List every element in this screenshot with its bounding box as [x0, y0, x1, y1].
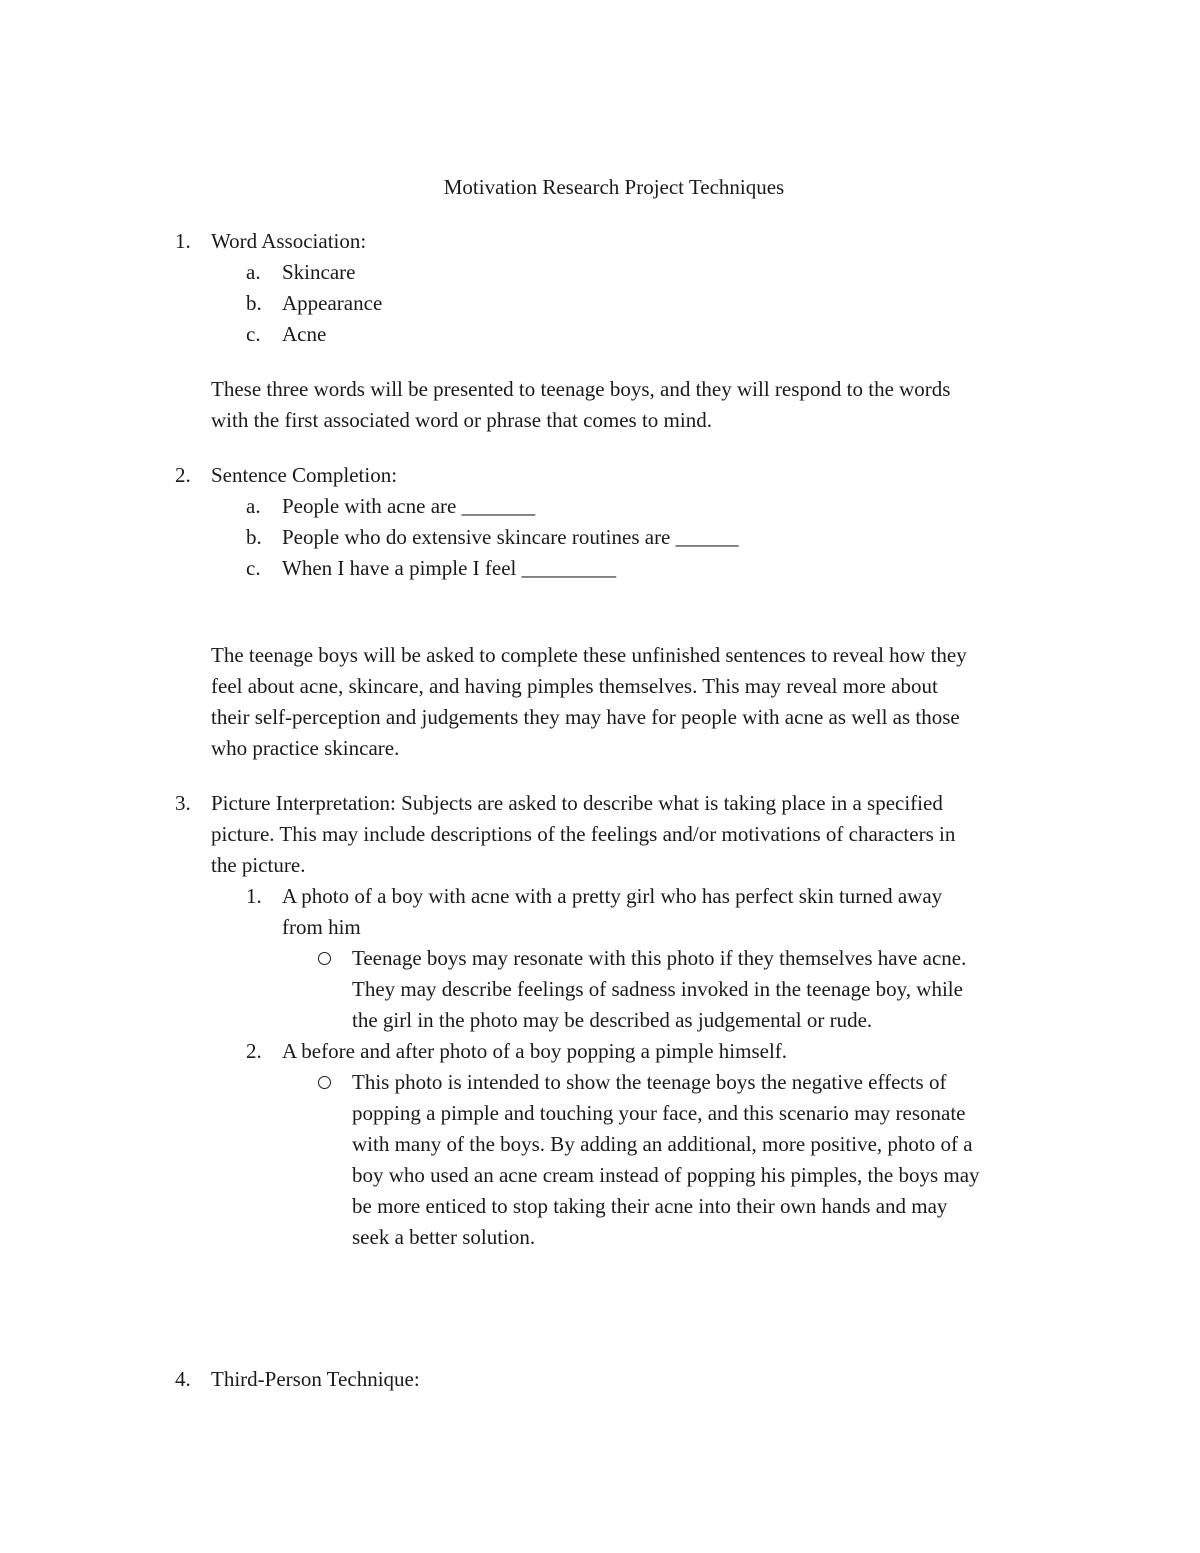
section-number: 1. [175, 229, 191, 253]
paragraph-line: feel about acne, skincare, and having pimples themselves. This may reveal more about [211, 674, 938, 698]
sub-item-line: the girl in the photo may be described as judgemental or rude. [352, 1008, 873, 1032]
list-item-marker: b. [246, 525, 262, 549]
section-heading: picture. This may include descriptions of the feelings and/or motivations of characters in [211, 822, 956, 846]
list-item-marker: c. [246, 556, 261, 580]
section-heading: Picture Interpretation: Subjects are asked to describe what is taking place in a specified [211, 791, 943, 815]
list-item-marker: b. [246, 291, 262, 315]
section-heading: the picture. [211, 853, 306, 877]
section-number: 2. [175, 463, 191, 487]
list-item-marker: 2. [246, 1039, 262, 1063]
section-heading: Word Association: [211, 229, 367, 253]
sub-item-line: This photo is intended to show the teenage boys the negative effects of [352, 1070, 947, 1094]
paragraph-line: their self-perception and judgements they may have for people with acne as well as those [211, 705, 960, 729]
document-title: Motivation Research Project Techniques [443, 175, 785, 199]
sub-item-line: popping a pimple and touching your face, and this scenario may resonate [352, 1101, 966, 1125]
list-item-marker: 1. [246, 884, 262, 908]
sub-item-line: boy who used an acne cream instead of popping his pimples, the boys may [352, 1163, 980, 1187]
bullet-circle-icon [318, 1076, 331, 1089]
paragraph-line: The teenage boys will be asked to complete these unfinished sentences to reveal how they [211, 643, 967, 667]
list-item: from him [282, 915, 361, 939]
list-item: Skincare [282, 260, 356, 284]
list-item-marker: a. [246, 260, 261, 284]
list-item: When I have a pimple I feel _________ [282, 556, 617, 580]
sub-item-line: Teenage boys may resonate with this photo if they themselves have acne. [352, 946, 967, 970]
section-number: 4. [175, 1367, 191, 1391]
list-item: A before and after photo of a boy popping a pimple himself. [282, 1039, 788, 1063]
list-item-marker: c. [246, 322, 261, 346]
paragraph-line: who practice skincare. [211, 736, 400, 760]
sub-item-line: seek a better solution. [352, 1225, 536, 1249]
sub-item-line: with many of the boys. By adding an additional, more positive, photo of a [352, 1132, 973, 1156]
section-heading: Sentence Completion: [211, 463, 398, 487]
list-item: Acne [282, 322, 327, 346]
list-item-marker: a. [246, 494, 261, 518]
list-item: Appearance [282, 291, 383, 315]
list-item: A photo of a boy with acne with a pretty girl who has perfect skin turned away [282, 884, 943, 908]
section-number: 3. [175, 791, 191, 815]
sub-item-line: be more enticed to stop taking their acne into their own hands and may [352, 1194, 948, 1218]
section-heading: Third-Person Technique: [211, 1367, 420, 1391]
paragraph-line: with the first associated word or phrase that comes to mind. [211, 408, 712, 432]
list-item: People who do extensive skincare routines are ______ [282, 525, 739, 549]
list-item: People with acne are _______ [282, 494, 536, 518]
paragraph-line: These three words will be presented to teenage boys, and they will respond to the words [211, 377, 951, 401]
bullet-circle-icon [318, 952, 331, 965]
sub-item-line: They may describe feelings of sadness invoked in the teenage boy, while [352, 977, 963, 1001]
